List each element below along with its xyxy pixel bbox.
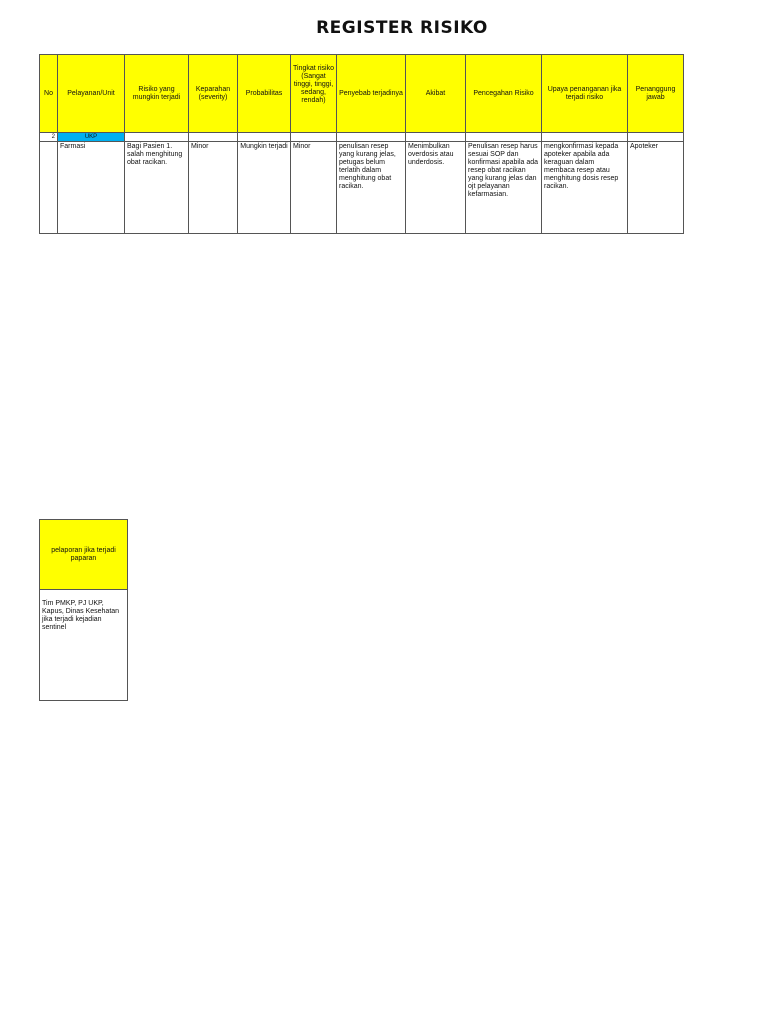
empty-cell (238, 133, 291, 142)
row-severity: Minor (189, 142, 238, 234)
empty-cell (466, 133, 542, 142)
row-effect: Menimbulkan overdosis atau underdosis. (406, 142, 466, 234)
empty-cell (542, 133, 628, 142)
header-no: No (40, 55, 58, 133)
row-prevention: Penulisan resep harus sesuai SOP dan konfirmasi apabila ada resep obat racikan yang kurang jelas dan ojt pelayanan kefarmasian. (466, 142, 542, 234)
reporting-table (39, 519, 128, 701)
page-title: REGISTER RISIKO (316, 18, 488, 38)
section-row (40, 133, 684, 142)
reporting-header: pelaporan jika terjadi paparan (40, 520, 128, 590)
header-handling: Upaya penanganan jika terjadi risiko (542, 55, 628, 133)
empty-cell (337, 133, 406, 142)
row-level: Minor (291, 142, 337, 234)
section-label: UKP (58, 133, 125, 142)
header-cause: Penyebab terjadinya (337, 55, 406, 133)
row-pic: Apoteker (628, 142, 684, 234)
reporting-body: Tim PMKP, PJ UKP, Kapus, Dinas Kesehatan jika terjadi kejadian sentinel (40, 590, 128, 701)
header-severity: Keparahan (severity) (189, 55, 238, 133)
header-prevention: Pencegahan Risiko (466, 55, 542, 133)
empty-cell (189, 133, 238, 142)
empty-cell (291, 133, 337, 142)
header-unit: Pelayanan/Unit (58, 55, 125, 133)
header-probability: Probabilitas (238, 55, 291, 133)
row-unit: Farmasi (58, 142, 125, 234)
header-row (40, 55, 684, 133)
empty-cell (125, 133, 189, 142)
header-level: Tingkat risiko (Sangat tinggi, tinggi, sedang, rendah) (291, 55, 337, 133)
row-no (40, 142, 58, 234)
row-cause: penulisan resep yang kurang jelas, petugas belum terlatih dalam menghitung obat racikan. (337, 142, 406, 234)
empty-cell (406, 133, 466, 142)
header-effect: Akibat (406, 55, 466, 133)
row-handling: mengkonfirmasi kepada apoteker apabila ada keraguan dalam membaca resep atau menghitung dosis resep racikan. (542, 142, 628, 234)
row-probability: Mungkin terjadi (238, 142, 291, 234)
header-pic: Penanggung jawab (628, 55, 684, 133)
table-row (40, 142, 684, 234)
risk-register-table (39, 54, 684, 234)
header-risk: Risiko yang mungkin terjadi (125, 55, 189, 133)
section-no: 2 (40, 133, 58, 142)
row-risk: Bagi Pasien 1. salah menghitung obat racikan. (125, 142, 189, 234)
empty-cell (628, 133, 684, 142)
